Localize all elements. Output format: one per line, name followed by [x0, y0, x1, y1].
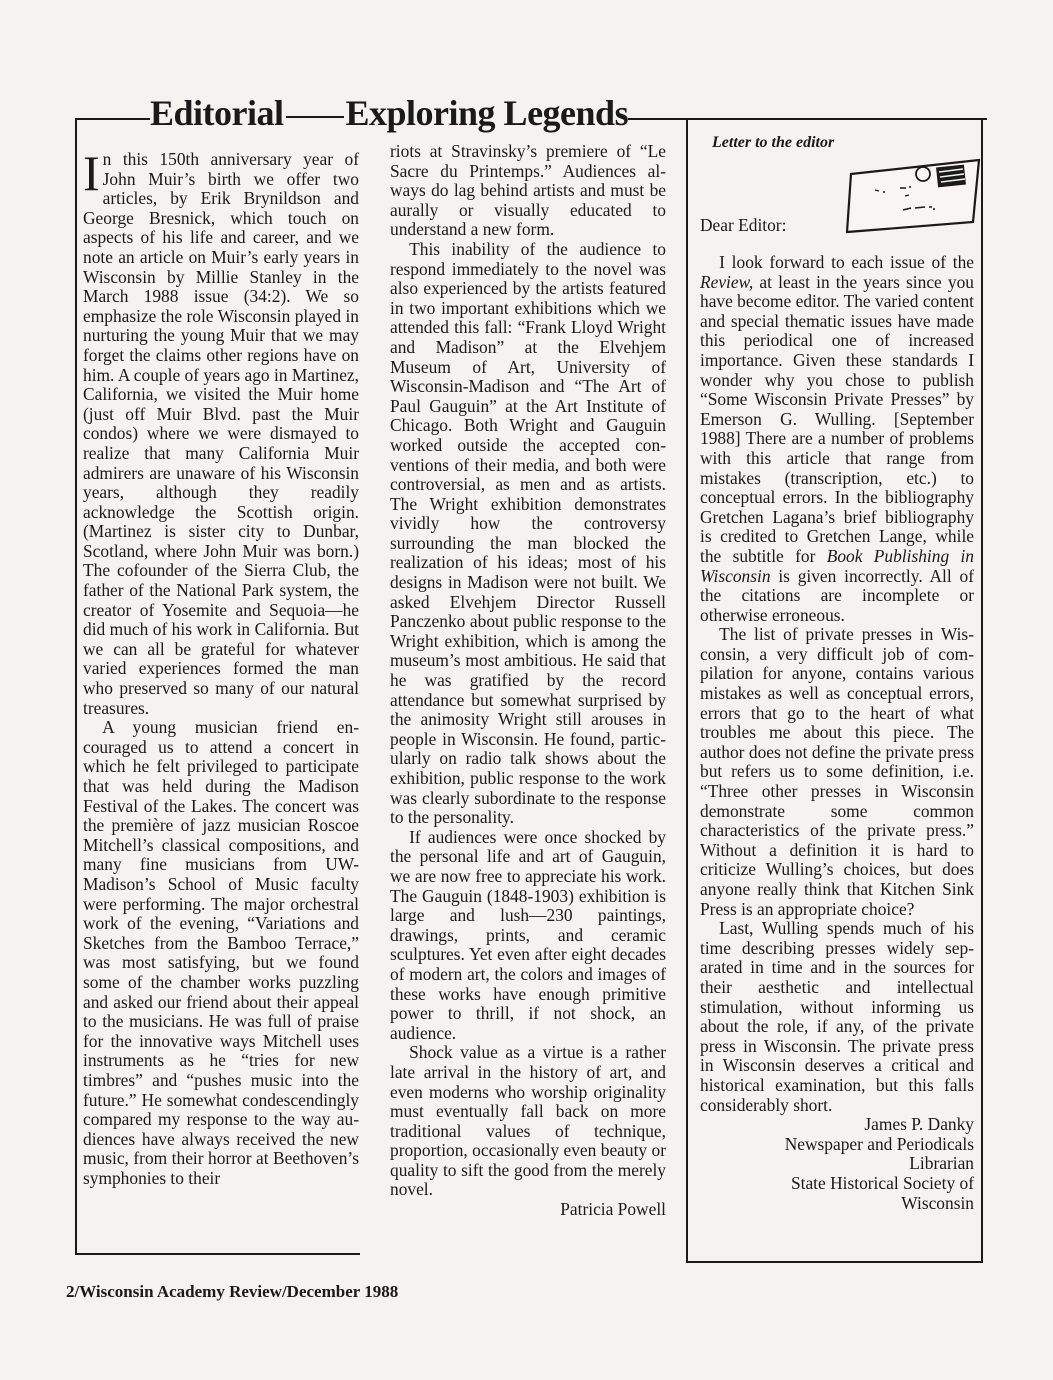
envelope-icon	[845, 152, 985, 244]
page-title	[150, 95, 628, 131]
signature-line-4: State Historical Society of	[790, 1172, 974, 1193]
letter-title: Letter to the editor	[712, 134, 835, 151]
letter-paragraph-2: The list of private presses in Wisconsin, a very difficult job of compilation for anyone, contains various mistakes as well as conceptual errors, errors that go to the heart of what troubles me about this piece. The author does not define the private press but refers us to some definition, i.e. “Three other presses in Wisconsin demonstrate some common characteristics of the private press.” Without a definition it is hard to criticize Wulling’s choices, but does anyone really think that Kitchen Sink Press is an appropriate choice?	[700, 624, 974, 919]
signature-line-3: Librarian	[909, 1153, 974, 1174]
section-label: Editorial	[150, 93, 284, 133]
editorial-paragraph-2-continued: riots at Stravinsky’s premiere of “Le Sacre du Printemps.” Audiences always do lag behind artists and must be aurally or visually educated to understand a new form.	[390, 141, 666, 240]
letter-p1-book-title: Book Publishing in Wisconsin	[700, 545, 974, 586]
editorial-column-2	[390, 142, 666, 1220]
signature-line-5: Wisconsin	[901, 1192, 974, 1213]
editorial-paragraph-1-text: n this 150th anniversary year of John Muir’s birth we offer two articles, by Erik Brynildson and George Bresnick, which touch on aspects of his life and career, and we note an article on Muir’s early years in Wisconsin by Millie Stanley in the March 1988 issue (34:2). We so emphasize the role Wisconsin played in nurturing the young Muir that we may forget the claims other regions have on him. A couple of years ago in Martinez, California, we visited the Muir home (just off Muir Blvd. past the Muir condos) where we were dismayed to realize that many California Muir admirers are unaware of his Wisconsin years, although they readily acknowledge the Scottish origin. (Martinez is sister city to Dunbar, Scotland, where John Muir was born.) The cofounder of the Sierra Club, the father of the National Park system, the creator of Yosemite and Sequoia—he did much of his work in California. But we can all be grateful for whatever varied experiences formed the man who preserved so many of our natural treasures.	[83, 149, 359, 718]
editorial-paragraph-4: If audiences were once shocked by the personal life and art of Gauguin, we are now free to appreciate his work. The Gauguin (1848-1903) exhibition is large and lush—230 paintings, drawings, prints, and ceramic sculptures. Yet even after eight decades of modern art, the colors and images of these works have enough primitive power to thrill, if not shock, an audience.	[390, 826, 666, 1043]
letter-paragraph-1	[700, 253, 974, 625]
signature-line-2: Newspaper and Periodicals	[784, 1133, 974, 1154]
letter-p1-part-1: I look forward to each issue of the	[719, 252, 974, 272]
editorial-frame-bottom	[75, 1253, 360, 1255]
editorial-column-1	[83, 145, 359, 1188]
editorial-author: Patricia Powell	[560, 1199, 666, 1220]
article-title: Exploring Legends	[345, 93, 629, 133]
page-footer: 2/Wisconsin Academy Review/December 1988	[66, 1282, 399, 1301]
signature-name: James P. Danky	[864, 1114, 974, 1135]
editorial-paragraph-1	[83, 145, 359, 718]
letter-column	[700, 253, 974, 1213]
letter-p1-part-2: at least in the years since you have become editor. The varied content and special thematic issues have made this periodical one of increased importance. Given these standards I wonder why you chose to publish “Some Wisconsin Private Presses” by Emerson G. Wulling. [September 1988] There are a number of problems with this article that range from mistakes (transcription, etc.) to conceptual errors. In the bibliography Gretchen Lagana’s brief bibliography is credited to Gretchen Lange, while the subtitle for	[700, 271, 974, 566]
letter-greeting: Dear Editor:	[700, 215, 787, 235]
letter-p1-review: Review,	[700, 271, 754, 292]
editorial-paragraph-3: This inability of the audience to respond immediately to the novel was also experienced by the artists featured in two important exhibitions which we attended this fall: “Frank Lloyd Wright and Madison” at the Elvehjem Museum of Art, University of Wisconsin-Madison and “The Art of Paul Gauguin” at the Art Institute of Chicago. Both Wright and Gauguin worked outside the accepted conventions of their media, and both were controversial, as men and as artists. The Wright exhibition demonstrates vividly how the controversy surrounding the man blocked the realization of his ideas; most of his designs in Madison were not built. We asked Elvehjem Director Russell Panczenko about public response to the Wright exhibition, which is among the museum’s most ambitious. He said that he was gratified by the record attendance but somewhat surprised by the animosity Wright still arouses in people in Wisconsin. He found, particularly on radio talk shows about the exhibition, public response to the work was clearly subordinate to the response to the personality.	[390, 238, 666, 828]
editorial-paragraph-2: A young musician friend encouraged us to attend a concert in which he felt privileged to participate that was held during the Madison Festival of the Lakes. The concert was the première of jazz musician Roscoe Mitchell’s classical compositions, and many fine musicians from UW-Madison’s School of Music faculty were performing. The major orchestral work of the evening, “Variations and Sketches from the Bamboo Terrace,” was most satisfying, but we found some of the chamber works puzzling and asked our friend about their appeal to the musicians. He was full of praise for the innovative ways Mitchell uses instruments as he “tries for new timbres” and “pushes music into the future.” He somewhat condescendingly compared my response to the way audiences have always received the new music, from their horror at Beethoven’s symphonies to their	[83, 717, 359, 1188]
editorial-paragraph-5: Shock value as a virtue is a rather late arrival in the history of art, and even moderns who worship originality must eventually fall back on more traditional values of technique, proportion, occasionally even beauty or quality to sift the good from the merely novel.	[390, 1042, 666, 1200]
letter-paragraph-3: Last, Wulling spends much of his time describing presses widely separated in time and in the sources for their aesthetic and intellectual stimulation, without informing us about the role, if any, of the private press in Wisconsin. The private press in Wisconsin deserves a critical and historical examination, but this falls considerably short.	[700, 918, 974, 1115]
editorial-frame-left	[75, 118, 77, 1255]
title-separator	[286, 116, 344, 118]
letter-p1-part-3: is given incorrectly. All of the citations are incomplete or otherwise erroneous.	[700, 565, 974, 625]
drop-cap: I	[83, 145, 100, 201]
